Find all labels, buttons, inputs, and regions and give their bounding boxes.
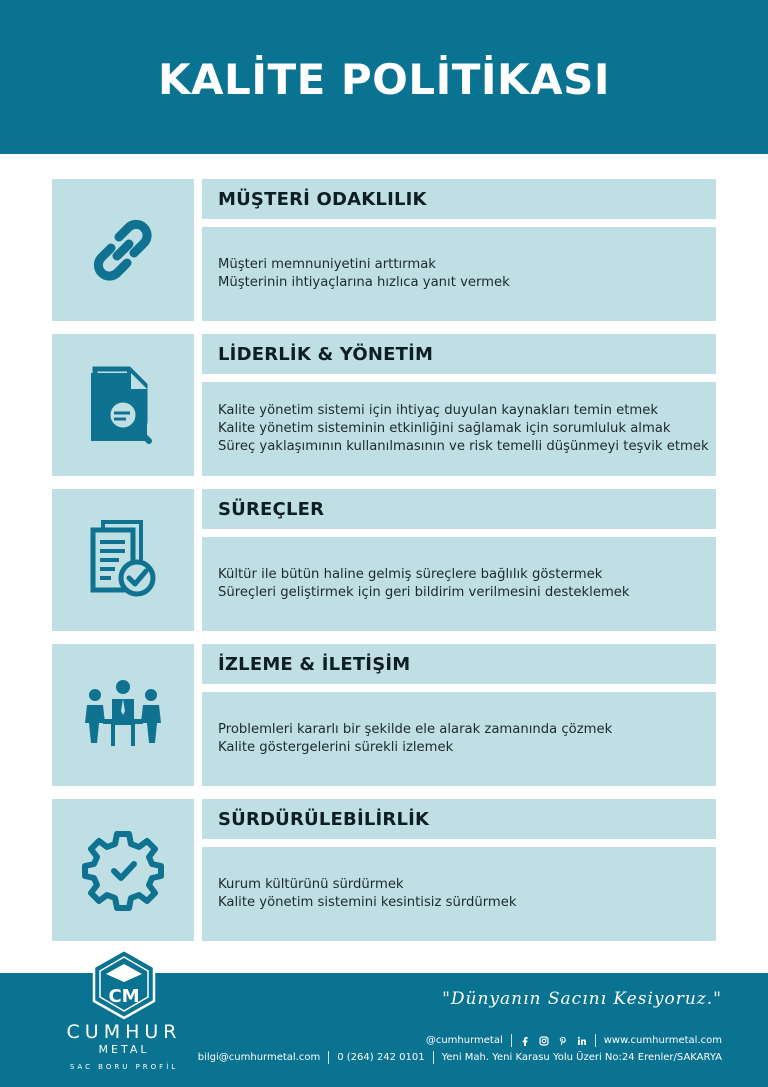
section-title: SÜREÇLER bbox=[218, 498, 325, 520]
section-title: SÜRDÜRÜLEBİLİRLİK bbox=[218, 808, 430, 830]
section-musteri-odaklilik bbox=[52, 179, 716, 321]
section-line: Müşteri memnuniyetini arttırmak bbox=[218, 257, 436, 272]
logo-monogram: CM bbox=[108, 986, 140, 1007]
team-meeting-icon bbox=[81, 673, 165, 757]
section-icon-box bbox=[52, 489, 194, 631]
section-icon-box bbox=[52, 644, 194, 786]
linkedin-icon[interactable] bbox=[577, 1036, 587, 1046]
brand-tagline: SAC BORU PROFİL bbox=[69, 1063, 179, 1071]
chain-link-icon bbox=[81, 208, 165, 292]
social-row bbox=[426, 1034, 722, 1047]
divider bbox=[433, 1051, 434, 1064]
social-icons bbox=[520, 1036, 587, 1046]
section-title-bar bbox=[202, 334, 716, 374]
section-liderlik-yonetim bbox=[52, 334, 716, 476]
section-surecler bbox=[52, 489, 716, 631]
divider bbox=[511, 1034, 512, 1047]
section-izleme-iletisim bbox=[52, 644, 716, 786]
address: Yeni Mah. Yeni Karasu Yolu Üzeri No:24 Erenler/SAKARYA bbox=[441, 1052, 722, 1063]
section-line: Süreç yaklaşımının kullanılmasının ve risk temelli düşünmeyi teşvik etmek bbox=[218, 439, 709, 454]
section-line: Kültür ile bütün haline gelmiş süreçlere bağlılık göstermek bbox=[218, 567, 603, 582]
divider bbox=[328, 1051, 329, 1064]
section-line: Kalite yönetim sistemini kesintisiz sürdürmek bbox=[218, 895, 517, 910]
section-line: Problemleri kararlı bir şekilde ele alarak zamanında çözmek bbox=[218, 722, 613, 737]
document-check-icon bbox=[81, 518, 165, 602]
section-title: MÜŞTERİ ODAKLILIK bbox=[218, 188, 427, 210]
section-line: Kalite yönetim sisteminin etkinliğini sağlamak için sorumluluk almak bbox=[218, 421, 671, 436]
section-body bbox=[202, 227, 716, 321]
section-title-bar bbox=[202, 799, 716, 839]
section-line: Müşterinin ihtiyaçlarına hızlıca yanıt vermek bbox=[218, 275, 510, 290]
section-body bbox=[202, 847, 716, 941]
section-surdurulebilirlik bbox=[52, 799, 716, 941]
page-title: KALİTE POLİTİKASI bbox=[158, 54, 610, 104]
section-line: Süreçleri geliştirmek için geri bildirim verilmesini desteklemek bbox=[218, 585, 630, 600]
document-search-icon bbox=[81, 363, 165, 447]
section-line: Kalite yönetim sistemi için ihtiyaç duyulan kaynakları temin etmek bbox=[218, 403, 659, 418]
section-body bbox=[202, 537, 716, 631]
section-title-bar bbox=[202, 644, 716, 684]
social-handle[interactable]: @cumhurmetal bbox=[425, 1035, 503, 1046]
slogan: "Dünyanın Sacını Kesiyoruz." bbox=[442, 989, 722, 1009]
section-title-bar bbox=[202, 489, 716, 529]
gear-check-icon bbox=[81, 828, 165, 912]
divider bbox=[595, 1034, 596, 1047]
brand-name: CUMHUR bbox=[66, 1021, 182, 1043]
section-line: Kalite göstergelerini sürekli izlemek bbox=[218, 740, 454, 755]
page-footer bbox=[0, 973, 768, 1087]
section-title: İZLEME & İLETİŞİM bbox=[218, 653, 411, 675]
pinterest-icon[interactable] bbox=[558, 1036, 568, 1046]
section-body bbox=[202, 692, 716, 786]
brand-sub: METAL bbox=[98, 1043, 150, 1056]
phone-number[interactable]: 0 (264) 242 0101 bbox=[337, 1052, 425, 1063]
section-icon-box bbox=[52, 179, 194, 321]
website-link[interactable]: www.cumhurmetal.com bbox=[603, 1035, 722, 1046]
section-body bbox=[202, 382, 716, 476]
contact-row bbox=[198, 1051, 722, 1064]
email-link[interactable]: bilgi@cumhurmetal.com bbox=[197, 1052, 321, 1063]
section-line: Kurum kültürünü sürdürmek bbox=[218, 877, 404, 892]
section-title-bar bbox=[202, 179, 716, 219]
company-logo-icon bbox=[92, 948, 156, 1020]
section-icon-box bbox=[52, 799, 194, 941]
page-header bbox=[0, 0, 768, 154]
facebook-icon[interactable] bbox=[520, 1036, 530, 1046]
section-title: LİDERLİK & YÖNETİM bbox=[218, 343, 434, 365]
instagram-icon[interactable] bbox=[539, 1036, 549, 1046]
section-icon-box bbox=[52, 334, 194, 476]
